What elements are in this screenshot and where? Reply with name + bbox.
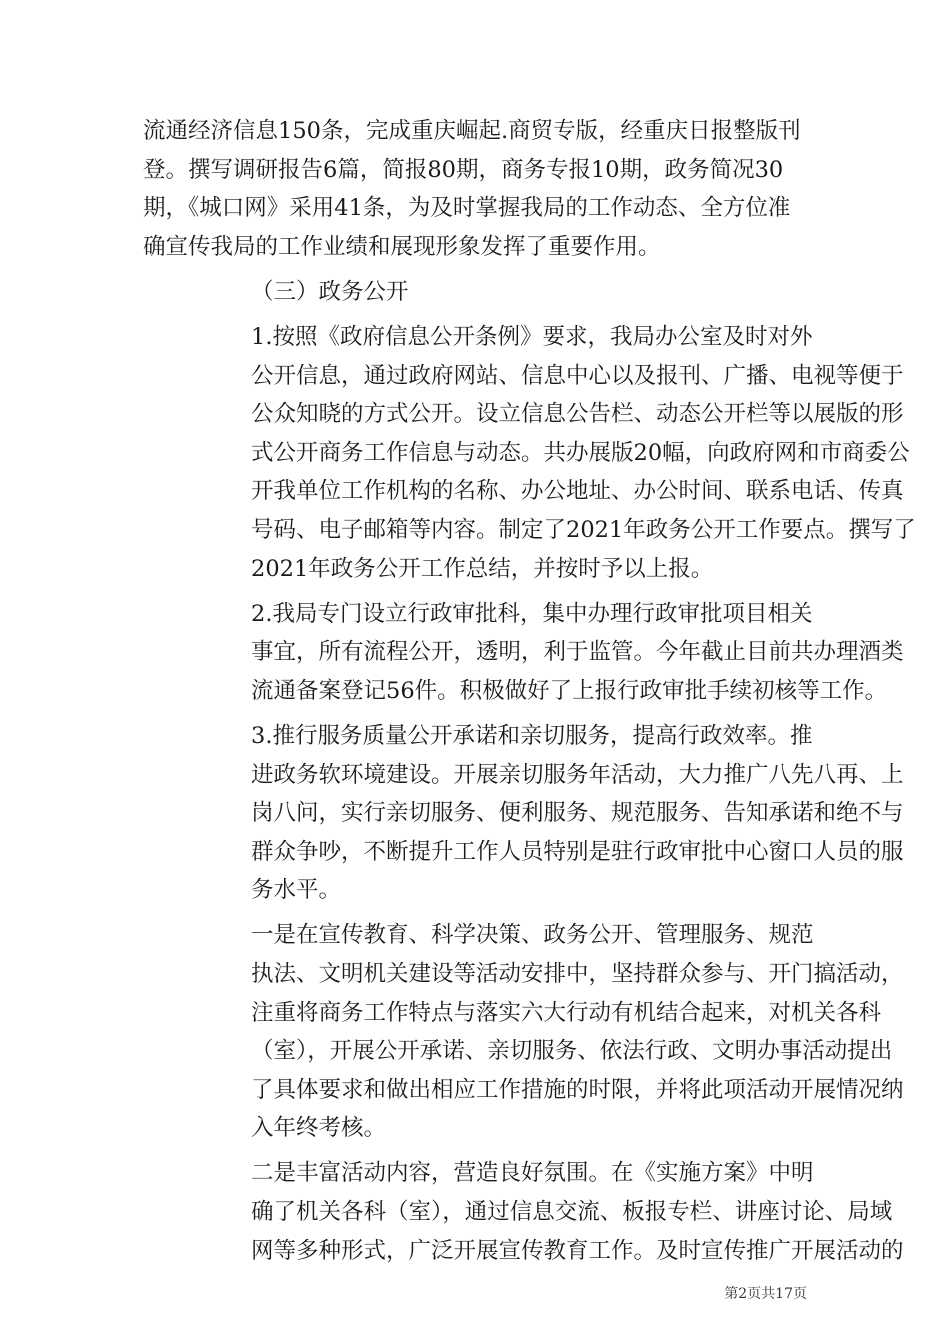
text-line: 执法、文明机关建设等活动安排中，坚持群众参与、开门搞活动， xyxy=(251,960,904,987)
paragraph xyxy=(143,595,904,711)
text-line: 一是在宣传教育、科学决策、政务公开、管理服务、规范 xyxy=(251,922,814,949)
text-line: 2021年政务公开工作总结，并按时予以上报。 xyxy=(251,555,714,582)
text-line: 流通备案登记56件。积极做好了上报行政审批手续初核等工作。 xyxy=(251,677,888,704)
text-line: 2.我局专门设立行政审批科，集中办理行政审批项目相关 xyxy=(251,600,813,627)
paragraph xyxy=(143,112,813,266)
text-line: 了具体要求和做出相应工作措施的时限，并将此项活动开展情况纳 xyxy=(251,1076,904,1103)
text-line: 1.按照《政府信息公开条例》要求，我局办公室及时对外 xyxy=(251,323,813,350)
text-line: 开我单位工作机构的名称、办公地址、办公时间、联系电话、传真 xyxy=(251,478,904,505)
document-body xyxy=(143,112,916,1277)
text-line: 岗八问，实行亲切服务、便利服务、规范服务、告知承诺和绝不与 xyxy=(251,800,904,827)
paragraph xyxy=(143,318,916,588)
text-line: 3.推行服务质量公开承诺和亲切服务，提高行政效率。推 xyxy=(251,722,813,749)
page-number-footer: 第2页共17页 xyxy=(724,1286,807,1302)
text-line: （三）政务公开 xyxy=(251,278,409,305)
text-line: 确了机关各科（室），通过信息交流、板报专栏、讲座讨论、局域 xyxy=(251,1199,893,1226)
paragraph xyxy=(143,916,904,1148)
text-line: 事宜，所有流程公开，透明，利于监管。今年截止目前共办理酒类 xyxy=(251,639,904,666)
text-line: 群众争吵，不断提升工作人员特别是驻行政审批中心窗口人员的服 xyxy=(251,838,904,865)
text-line: 确宣传我局的工作业绩和展现形象发挥了重要作用。 xyxy=(143,233,661,260)
text-line: （室），开展公开承诺、亲切服务、依法行政、文明办事活动提出 xyxy=(251,1038,893,1065)
text-line: 公众知晓的方式公开。设立信息公告栏、动态公开栏等以展版的形 xyxy=(251,401,904,428)
text-line: 期，《城口网》采用41条，为及时掌握我局的工作动态、全方位准 xyxy=(143,195,791,222)
text-line: 务水平。 xyxy=(251,877,342,904)
text-line: 网等多种形式，广泛开展宣传教育工作。及时宣传推广开展活动的 xyxy=(251,1237,904,1264)
text-line: 式公开商务工作信息与动态。共办展版20幅，向政府网和市商委公 xyxy=(251,439,910,466)
text-line: 登。撰写调研报告6篇，简报80期，商务专报10期，政务简况30 xyxy=(143,156,784,183)
text-line: 进政务软环境建设。开展亲切服务年活动，大力推广八先八再、上 xyxy=(251,761,904,788)
text-line: 注重将商务工作特点与落实六大行动有机结合起来，对机关各科 xyxy=(251,999,882,1026)
text-line: 流通经济信息150条，完成重庆崛起.商贸专版，经重庆日报整版刊 xyxy=(143,118,801,144)
paragraph xyxy=(143,717,904,910)
text-line: 号码、电子邮箱等内容。制定了2021年政务公开工作要点。撰写了 xyxy=(251,516,916,543)
text-line: 公开信息，通过政府网站、信息中心以及报刊、广播、电视等便于 xyxy=(251,362,904,389)
section-heading xyxy=(143,273,813,312)
text-line: 入年终考核。 xyxy=(251,1115,387,1142)
text-line: 二是丰富活动内容，营造良好氛围。在《实施方案》中明 xyxy=(251,1160,814,1187)
paragraph xyxy=(143,1154,904,1270)
